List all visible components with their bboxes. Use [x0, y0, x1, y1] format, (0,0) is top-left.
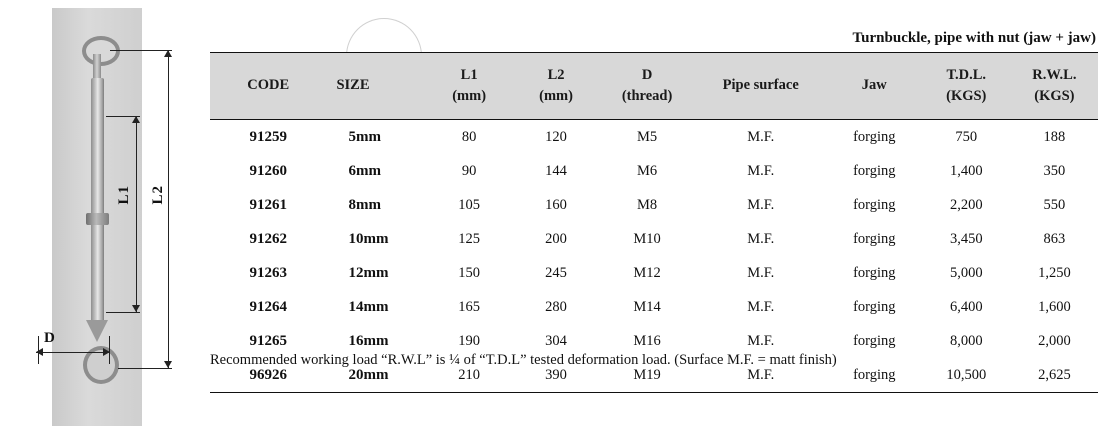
cell-size: 12mm: [348, 264, 389, 281]
product-photo-image: [52, 8, 142, 426]
cell-jaw: forging: [853, 162, 896, 179]
cell-code: 96926: [210, 358, 326, 393]
cell-jaw: forging: [853, 230, 896, 247]
cell-d: M14: [633, 298, 661, 315]
cell-jaw: forging: [853, 298, 896, 315]
extension-line-d-left: [38, 336, 39, 364]
cell-rwl: 188: [1043, 128, 1066, 145]
cell-jaw: forging: [853, 128, 896, 145]
cell-jaw: forging: [853, 332, 896, 349]
table-row: [210, 290, 1098, 324]
cell-rwl: 863: [1043, 230, 1066, 247]
cell-size: 8mm: [348, 196, 381, 213]
cell-surface: M.F.: [747, 264, 775, 281]
cell-l1: 150: [458, 264, 480, 281]
cell-tdl: 3,450: [949, 230, 983, 247]
cell-surface: M.F.: [747, 162, 775, 179]
cell-d: M6: [636, 162, 658, 179]
column-header-size: SIZE: [326, 53, 425, 120]
cell-tdl: 750: [955, 128, 978, 145]
cell-tdl: 1,400: [949, 162, 983, 179]
cell-l1: 80: [461, 128, 477, 145]
table-row: [210, 154, 1098, 188]
cell-l2: 160: [545, 196, 567, 213]
cell-rwl: 1,250: [1038, 264, 1071, 281]
cell-l2: 280: [545, 298, 567, 315]
column-header-d: D (thread): [600, 53, 695, 120]
cell-jaw: forging: [853, 264, 896, 281]
column-header-l1: L1 (mm): [426, 53, 513, 120]
cell-rwl: 1,600: [1038, 298, 1071, 315]
cell-d: M12: [633, 264, 661, 281]
cell-size: 10mm: [348, 230, 389, 247]
extension-line-l1-bottom: [106, 312, 140, 313]
dimension-arrow-l2-bottom: [164, 361, 172, 368]
page-title: Turnbuckle, pipe with nut (jaw + jaw): [852, 30, 1096, 46]
cell-l2: 144: [545, 162, 567, 179]
column-header-jaw: Jaw: [827, 53, 922, 120]
column-header-l2: L2 (mm): [513, 53, 600, 120]
cell-code: 91261: [249, 196, 287, 213]
cell-surface: M.F.: [747, 298, 775, 315]
cell-jaw: forging: [827, 358, 922, 393]
cell-rwl: 2,625: [1011, 358, 1098, 393]
cell-code: 91260: [249, 162, 287, 179]
cell-l1: 210: [426, 358, 513, 393]
cell-l1: 190: [458, 332, 480, 349]
table-row: [210, 256, 1098, 290]
cell-d: M8: [636, 196, 658, 213]
cell-tdl: 10,500: [922, 358, 1011, 393]
cell-l2: 390: [513, 358, 600, 393]
dimension-line-l1: [136, 116, 137, 312]
cell-l1: 125: [458, 230, 480, 247]
specification-table: [210, 52, 1098, 393]
spec-table-container: [210, 52, 1098, 393]
footnote: Recommended working load “R.W.L” is ¼ of “T.D.L” tested deformation load. (Surface M.F. = matt finish): [210, 352, 837, 368]
cell-surface: M.F.: [747, 332, 775, 349]
turnbuckle-bottom-jaw-icon: [78, 320, 116, 382]
cell-code: 91264: [249, 298, 287, 315]
cell-code: 91263: [249, 264, 287, 281]
product-photo: [52, 8, 142, 426]
cell-size: 16mm: [348, 332, 389, 349]
cell-surface: M.F.: [747, 196, 775, 213]
turnbuckle-nut-icon: [86, 213, 109, 225]
table-row: [210, 120, 1098, 155]
cell-surface: M.F.: [747, 230, 775, 247]
table-header: [210, 53, 1098, 120]
cell-surface: M.F.: [747, 128, 775, 145]
cell-size: 5mm: [348, 128, 381, 145]
column-header-code: CODE: [210, 53, 326, 120]
dimension-label-l2: L2: [150, 185, 166, 205]
cell-size: 14mm: [348, 298, 389, 315]
cell-code: 91265: [249, 332, 287, 349]
cell-surface: M.F.: [695, 358, 827, 393]
dimension-label-d: D: [44, 330, 55, 346]
cell-d: M16: [633, 332, 661, 349]
extension-line-l2-bottom: [118, 368, 172, 369]
extension-line-l1-top: [106, 116, 140, 117]
cell-l2: 200: [545, 230, 567, 247]
dimension-line-d: [36, 352, 110, 353]
cell-tdl: 2,200: [949, 196, 983, 213]
cell-code: 91262: [249, 230, 287, 247]
cell-l2: 245: [545, 264, 567, 281]
cell-d: M19: [600, 358, 695, 393]
cell-tdl: 8,000: [949, 332, 983, 349]
cell-rwl: 550: [1043, 196, 1066, 213]
cell-l1: 165: [458, 298, 480, 315]
dimension-line-l2: [168, 50, 169, 368]
cell-code: 91259: [249, 128, 287, 145]
column-header-rwl: R.W.L. (KGS): [1011, 53, 1098, 120]
cell-l2: 120: [545, 128, 567, 145]
cell-l2: 304: [545, 332, 567, 349]
dimension-arrow-l1-top: [132, 116, 140, 123]
cell-tdl: 6,400: [949, 298, 983, 315]
column-header-tdl: T.D.L. (KGS): [922, 53, 1011, 120]
cell-l1: 90: [461, 162, 477, 179]
table-row: [210, 222, 1098, 256]
extension-line-d-right: [109, 336, 110, 364]
extension-line-l2-top: [110, 50, 172, 51]
dimension-arrow-l1-bottom: [132, 305, 140, 312]
cell-l1: 105: [458, 196, 480, 213]
cell-jaw: forging: [853, 196, 896, 213]
cell-size: 20mm: [326, 358, 425, 393]
cell-d: M5: [636, 128, 658, 145]
turnbuckle-top-jaw-icon: [80, 36, 114, 80]
table-row: [210, 188, 1098, 222]
column-header-pipe-surface: Pipe surface: [695, 53, 827, 120]
cell-rwl: 2,000: [1038, 332, 1071, 349]
dimension-arrow-l2-top: [164, 50, 172, 57]
cell-d: M10: [633, 230, 661, 247]
cell-rwl: 350: [1043, 162, 1066, 179]
turnbuckle-pipe-body-icon: [91, 78, 104, 326]
cell-size: 6mm: [348, 162, 381, 179]
dimension-label-l1: L1: [116, 185, 132, 205]
cell-tdl: 5,000: [949, 264, 983, 281]
